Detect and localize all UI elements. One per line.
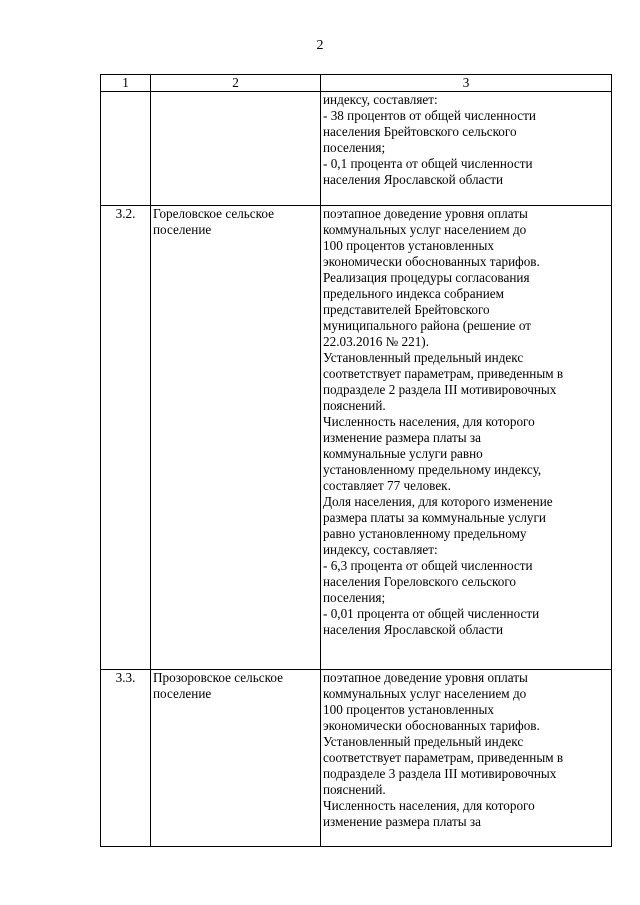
description-line: Доля населения, для которого изменение <box>323 494 553 509</box>
page-number: 2 <box>316 38 324 53</box>
description-cell <box>321 92 612 206</box>
column-header-2: 2 <box>151 75 321 92</box>
settlement-name-line: Гореловское сельское <box>153 206 274 221</box>
row-number-cell <box>101 92 151 206</box>
description-line: установленному предельному индексу, <box>323 462 542 477</box>
description-line: изменение размера платы за <box>323 814 481 829</box>
description-line: населения Ярославской области <box>323 172 504 187</box>
description-line: населения Ярославской области <box>323 622 504 637</box>
description-line: пояснений. <box>323 782 386 797</box>
description-line: коммунальных услуг населением до <box>323 686 527 701</box>
description-line: - 0,1 процента от общей численности <box>323 156 533 171</box>
description-line: представителей Брейтовского <box>323 302 490 317</box>
description-line: муниципального района (решение от <box>323 318 532 333</box>
description-line: - 6,3 процента от общей численности <box>323 558 533 573</box>
description-line: поэтапное доведение уровня оплаты <box>323 206 528 221</box>
description-line: Установленный предельный индекс <box>323 734 524 749</box>
description-line: индексу, составляет: <box>323 542 438 557</box>
description-line: соответствует параметрам, приведенным в <box>323 366 564 381</box>
description-line: коммунальных услуг населением до <box>323 222 527 237</box>
table-header-row <box>101 75 612 92</box>
table-row <box>101 670 612 847</box>
description-line: составляет 77 человек. <box>323 478 451 493</box>
description-line: экономически обоснованных тарифов. <box>323 254 540 269</box>
row-number-cell: 3.3. <box>101 670 151 847</box>
description-line: Численность населения, для которого <box>323 414 535 429</box>
document-table <box>100 74 612 847</box>
description-line: населения Гореловского сельского <box>323 574 516 589</box>
description-line: коммунальные услуги равно <box>323 446 483 461</box>
description-line: 100 процентов установленных <box>323 702 494 717</box>
settlement-name-cell <box>151 92 321 206</box>
description-line: экономически обоснованных тарифов. <box>323 718 540 733</box>
description-line: поэтапное доведение уровня оплаты <box>323 670 528 685</box>
description-line: соответствует параметрам, приведенным в <box>323 750 564 765</box>
description-line: предельного индекса собранием <box>323 286 504 301</box>
settlement-name-line: поселение <box>153 222 212 237</box>
column-header-3: 3 <box>321 75 612 92</box>
description-line: 22.03.2016 № 221). <box>323 334 429 349</box>
description-line: Установленный предельный индекс <box>323 350 524 365</box>
description-line: подразделе 3 раздела III мотивировочных <box>323 766 557 781</box>
description-line: Численность населения, для которого <box>323 798 535 813</box>
row-number-cell: 3.2. <box>101 206 151 670</box>
description-line: 100 процентов установленных <box>323 238 494 253</box>
description-cell <box>321 670 612 847</box>
description-cell <box>321 206 612 670</box>
description-line: Реализация процедуры согласования <box>323 270 530 285</box>
description-line: размера платы за коммунальные услуги <box>323 510 546 525</box>
description-line: - 0,01 процента от общей численности <box>323 606 540 621</box>
description-line: - 38 процентов от общей численности <box>323 108 536 123</box>
description-line: индексу, составляет: <box>323 92 438 107</box>
description-line: населения Брейтовского сельского <box>323 124 517 139</box>
settlement-name-line: поселение <box>153 686 212 701</box>
description-line: подразделе 2 раздела III мотивировочных <box>323 382 557 397</box>
settlement-name-cell <box>151 206 321 670</box>
description-line: изменение размера платы за <box>323 430 481 445</box>
column-header-1: 1 <box>101 75 151 92</box>
settlement-name-line: Прозоровское сельское <box>153 670 283 685</box>
description-line: равно установленному предельному <box>323 526 527 541</box>
table-row <box>101 92 612 206</box>
description-line: поселения; <box>323 140 386 155</box>
description-line: пояснений. <box>323 398 386 413</box>
settlement-name-cell <box>151 670 321 847</box>
table-row <box>101 206 612 670</box>
description-line: поселения; <box>323 590 386 605</box>
